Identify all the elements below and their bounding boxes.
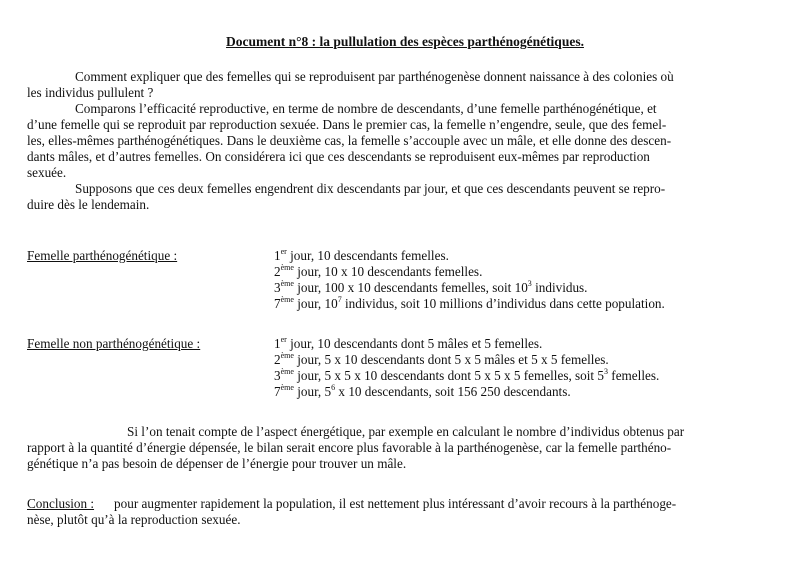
exponent: 7 <box>337 295 342 304</box>
energy-line: génétique n’a pas besoin de dépenser de l’énergie pour trouver un mâle. <box>27 456 407 471</box>
intro-line <box>27 181 777 197</box>
document-title: Document n°8 : la pullulation des espèces parthénogénétiques. <box>226 34 584 49</box>
ordinal-suffix: ème <box>280 351 294 360</box>
intro-text: Comparons l’efficacité reproductive, en terme de nombre de descendants, d’une femelle parthénogénétique, et <box>75 101 657 116</box>
day-result <box>274 384 571 400</box>
ordinal-suffix: ème <box>280 279 294 288</box>
day-result <box>274 296 665 312</box>
exponent: 6 <box>331 383 336 392</box>
conclusion-text: pour augmenter rapidement la population, il est nettement plus intéressant d’avoir recours à la parthénoge- <box>114 496 677 511</box>
day-result <box>274 336 542 352</box>
day-number: 2 <box>274 264 281 279</box>
conclusion-line: nèse, plutôt qu’à la reproduction sexuée. <box>27 512 241 527</box>
day-text: jour, 5 <box>293 384 332 399</box>
intro-line: d’une femelle qui se reproduit par reproduction sexuée. Dans le premier cas, la femelle n’engendre, seule, que des femel- <box>27 117 667 132</box>
section-label: Femelle parthénogénétique : <box>27 248 178 263</box>
energy-line <box>27 424 777 440</box>
intro-line <box>27 101 777 117</box>
intro-paragraphs <box>27 69 777 213</box>
day-row <box>27 296 787 312</box>
energy-line: rapport à la quantité d’énergie dépensée, le bilan serait encore plus favorable à la parthénogenèse, car la femelle parthéno- <box>27 440 672 455</box>
day-number: 7 <box>274 296 281 311</box>
ordinal-suffix: ème <box>280 367 294 376</box>
day-row <box>27 368 787 384</box>
day-result <box>274 352 609 368</box>
day-text-tail: individus. <box>531 280 588 295</box>
intro-line: dants mâles, et d’autres femelles. On considérera ici que ces descendants se reproduisent eux-mêmes par reproduction <box>27 149 650 164</box>
day-text: jour, 10 descendants dont 5 mâles et 5 femelles. <box>286 336 543 351</box>
day-result <box>274 280 587 296</box>
day-text: jour, 100 x 10 descendants femelles, soit 10 <box>293 280 528 295</box>
day-text-tail: femelles. <box>608 368 660 383</box>
day-text: jour, 10 <box>293 296 338 311</box>
day-number: 3 <box>274 368 281 383</box>
exponent: 3 <box>604 367 608 376</box>
day-number: 7 <box>274 384 281 399</box>
day-row <box>27 384 787 400</box>
intro-text: Supposons que ces deux femelles engendrent dix descendants par jour, et que ces descendants peuvent se repro- <box>75 181 666 196</box>
day-row <box>27 352 787 368</box>
conclusion-label: Conclusion : <box>27 496 95 511</box>
conclusion-line <box>27 496 777 512</box>
day-row <box>27 264 787 280</box>
day-result <box>274 368 659 384</box>
intro-line <box>27 69 777 85</box>
day-number: 2 <box>274 352 281 367</box>
day-row <box>27 336 787 352</box>
ordinal-suffix: ème <box>280 263 294 272</box>
day-number: 3 <box>274 280 281 295</box>
intro-line: sexuée. <box>27 165 67 180</box>
exponent: 3 <box>527 279 532 288</box>
conclusion-paragraph <box>27 496 777 528</box>
ordinal-suffix: er <box>280 335 287 344</box>
day-row <box>27 248 787 264</box>
ordinal-suffix: ème <box>280 295 294 304</box>
ordinal-suffix: er <box>280 247 287 256</box>
ordinal-suffix: ème <box>280 383 294 392</box>
day-text: jour, 5 x 5 x 10 descendants dont 5 x 5 x 5 femelles, soit 5 <box>293 368 604 383</box>
day-text-tail: x 10 descendants, soit 156 250 descendants. <box>335 384 571 399</box>
intro-line: duire dès le lendemain. <box>27 197 150 212</box>
day-result <box>274 248 449 264</box>
energy-paragraph <box>27 424 777 472</box>
intro-line: les, elles-mêmes parthénogénétiques. Dans le deuxième cas, la femelle s’accouple avec un mâle, et elle donne des descen- <box>27 133 672 148</box>
day-number: 1 <box>274 336 281 351</box>
day-text-tail: individus, soit 10 millions d’individus dans cette population. <box>341 296 665 311</box>
day-number: 1 <box>274 248 281 263</box>
day-text: jour, 5 x 10 descendants dont 5 x 5 mâles et 5 x 5 femelles. <box>293 352 609 367</box>
energy-text: Si l’on tenait compte de l’aspect énergétique, par exemple en calculant le nombre d’individus obtenus par <box>127 424 685 439</box>
day-row <box>27 280 787 296</box>
section-label: Femelle non parthénogénétique : <box>27 336 201 351</box>
intro-line: les individus pullulent ? <box>27 85 154 100</box>
day-text: jour, 10 descendants femelles. <box>286 248 449 263</box>
day-result <box>274 264 482 280</box>
day-text: jour, 10 x 10 descendants femelles. <box>293 264 483 279</box>
intro-text: Comment expliquer que des femelles qui se reproduisent par parthénogenèse donnent naissance à des colonies où <box>75 69 674 84</box>
